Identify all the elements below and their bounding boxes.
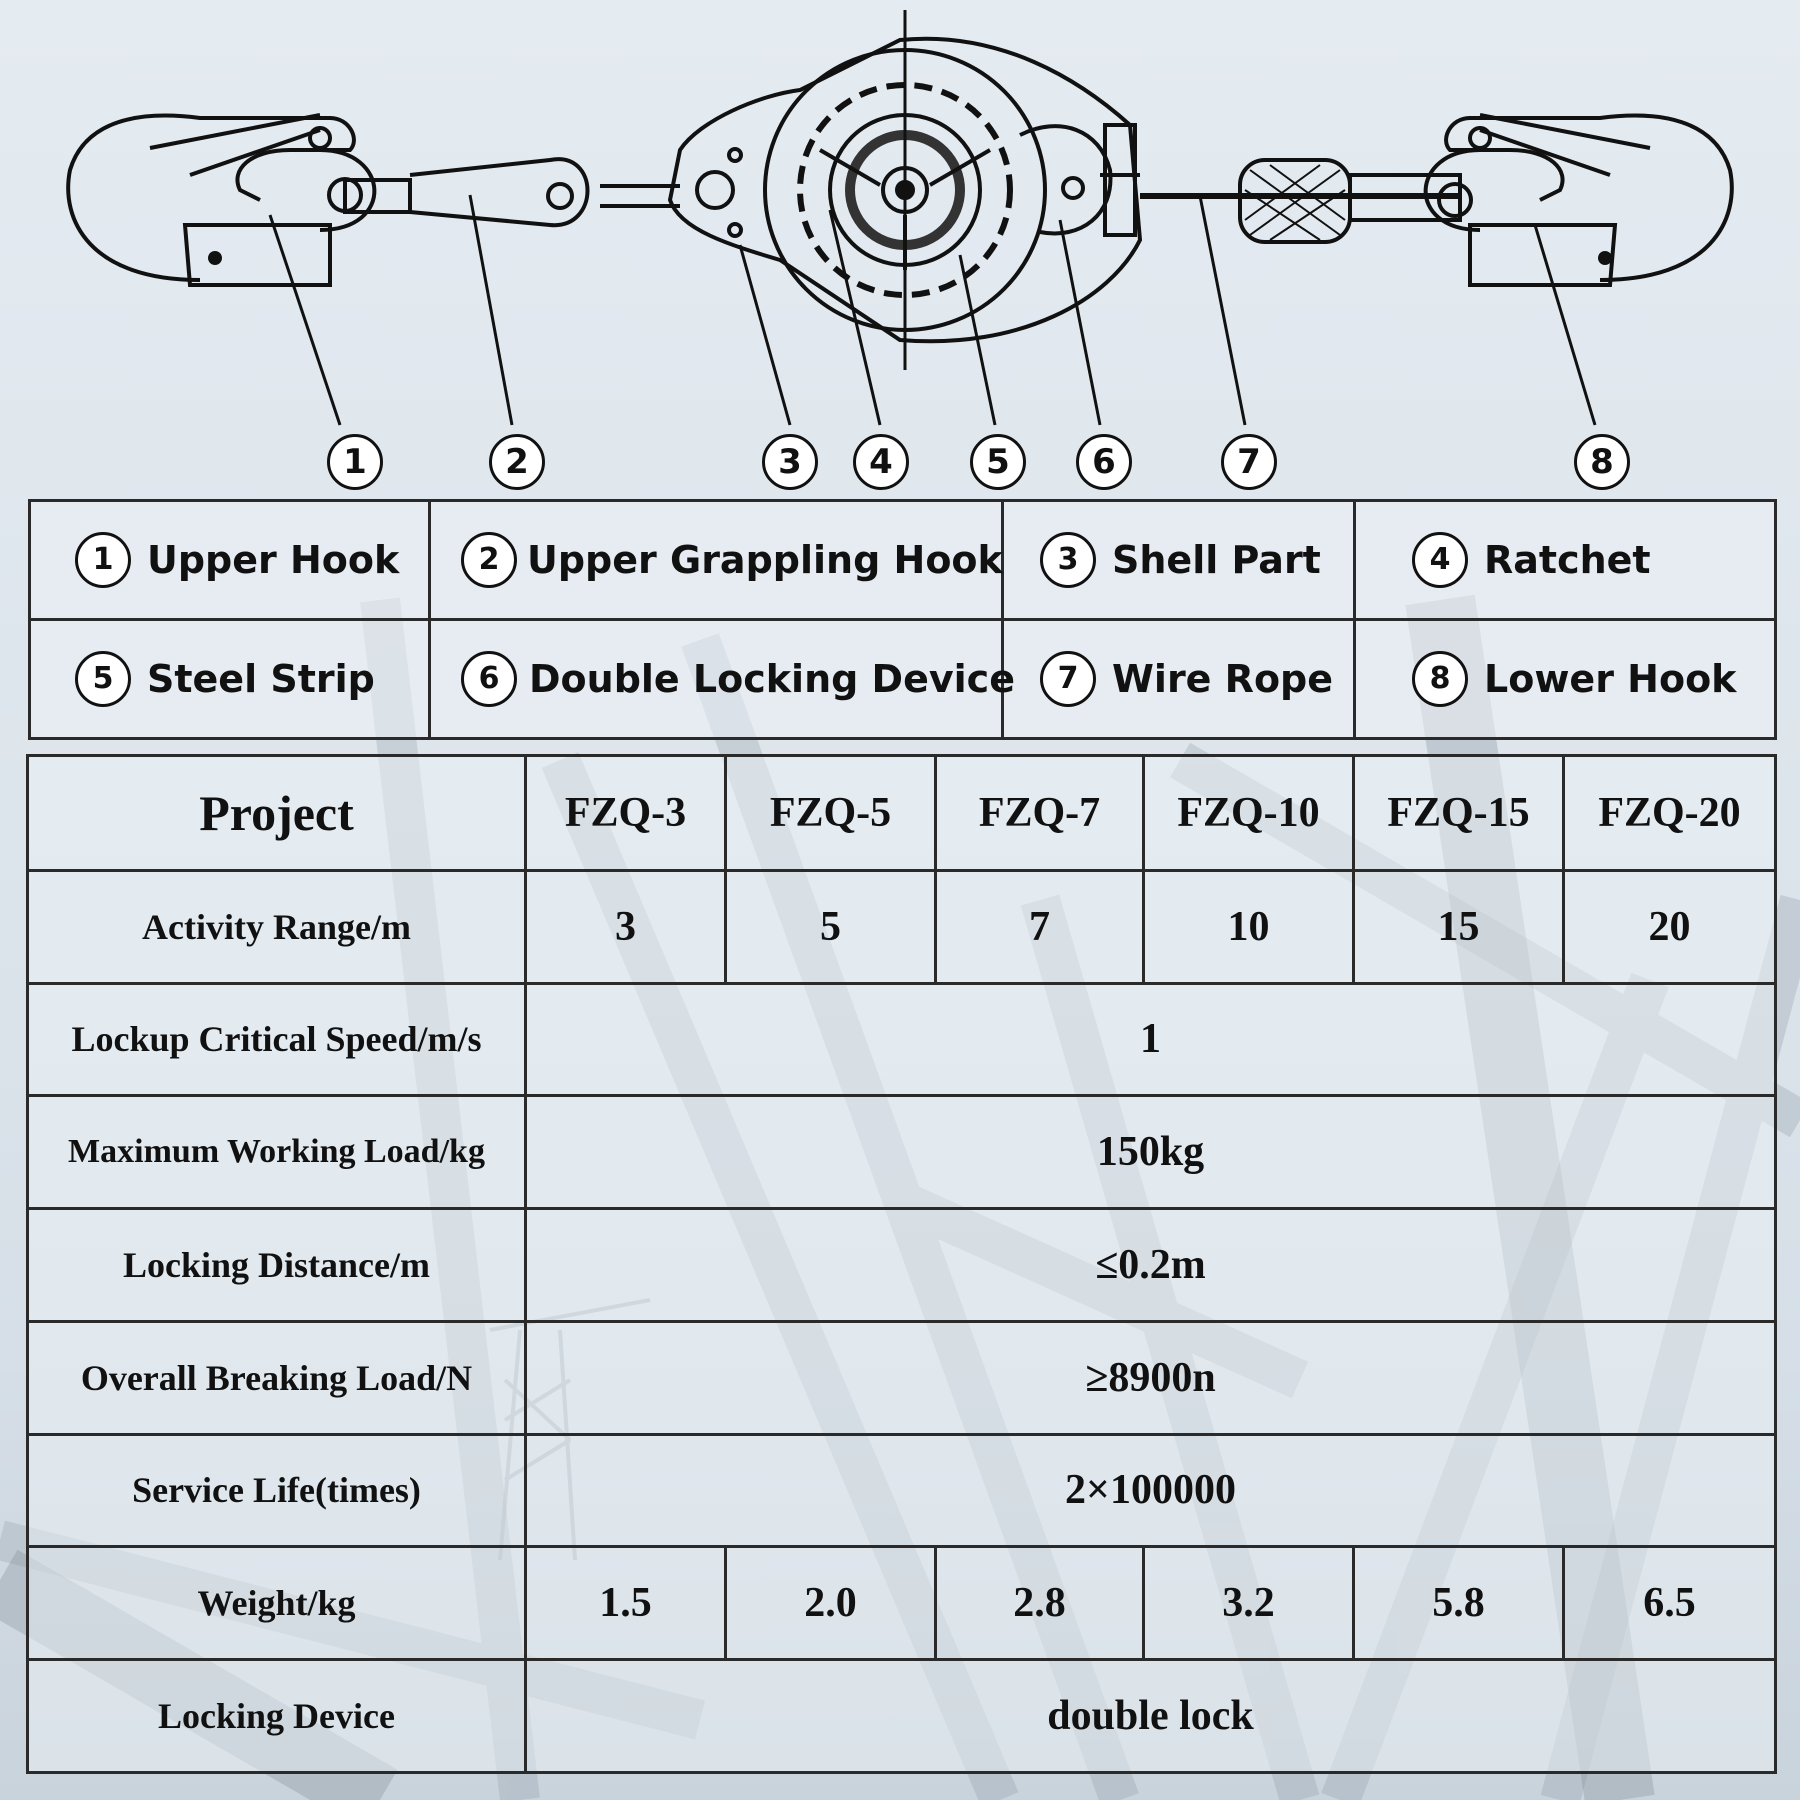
callout-marker-6: 6 xyxy=(1076,434,1132,490)
legend-number: 8 xyxy=(1412,651,1468,707)
table-row-breaking-load xyxy=(28,1321,1776,1434)
row-label: Locking Distance/m xyxy=(28,1209,526,1322)
legend-number: 1 xyxy=(75,532,131,588)
table-cell: 5.8 xyxy=(1354,1547,1564,1660)
callout-marker-4: 4 xyxy=(853,434,909,490)
legend-row xyxy=(30,620,1776,739)
legend-item xyxy=(1003,501,1355,620)
table-cell: 150kg xyxy=(526,1096,1776,1209)
legend-item xyxy=(1003,620,1355,739)
table-row-locking-distance xyxy=(28,1209,1776,1322)
table-cell: 1 xyxy=(526,983,1776,1096)
legend-label: Wire Rope xyxy=(1112,657,1334,701)
table-cell: ≤0.2m xyxy=(526,1209,1776,1322)
wire-rope-drawing xyxy=(1140,160,1460,242)
row-label: Locking Device xyxy=(28,1660,526,1773)
legend-item xyxy=(430,620,1015,739)
model-header: FZQ-10 xyxy=(1144,756,1354,871)
table-row-weight xyxy=(28,1547,1776,1660)
table-cell: 2.0 xyxy=(726,1547,936,1660)
row-label: Maximum Working Load/kg xyxy=(28,1096,526,1209)
table-row-activity-range xyxy=(28,870,1776,983)
row-label: Service Life(times) xyxy=(28,1434,526,1547)
table-row-max-load xyxy=(28,1096,1776,1209)
model-header: FZQ-3 xyxy=(526,756,726,871)
table-cell: 5 xyxy=(726,870,936,983)
row-label: Weight/kg xyxy=(28,1547,526,1660)
parts-legend xyxy=(28,499,1777,740)
callout-marker-8: 8 xyxy=(1574,434,1630,490)
legend-label: Upper Grappling Hook xyxy=(527,538,1003,582)
legend-label: Shell Part xyxy=(1112,538,1321,582)
table-row-locking-device xyxy=(28,1660,1776,1773)
model-header: FZQ-7 xyxy=(936,756,1144,871)
row-label: Activity Range/m xyxy=(28,870,526,983)
table-row-service-life xyxy=(28,1434,1776,1547)
shell-drawing xyxy=(670,10,1140,370)
table-cell: ≥8900n xyxy=(526,1321,1776,1434)
upper-grappling-hook-drawing xyxy=(345,159,680,225)
model-header: FZQ-5 xyxy=(726,756,936,871)
header-project: Project xyxy=(28,756,526,871)
table-cell: 2×100000 xyxy=(526,1434,1776,1547)
legend-label: Ratchet xyxy=(1484,538,1651,582)
legend-label: Double Locking Device xyxy=(529,657,1015,701)
leader-lines xyxy=(270,195,1595,425)
callout-marker-2: 2 xyxy=(489,434,545,490)
lower-hook-drawing xyxy=(1426,115,1732,285)
legend-number: 3 xyxy=(1040,532,1096,588)
table-cell: 2.8 xyxy=(936,1547,1144,1660)
table-cell: 10 xyxy=(1144,870,1354,983)
legend-number: 2 xyxy=(461,532,517,588)
legend-label: Steel Strip xyxy=(147,657,375,701)
table-cell: double lock xyxy=(526,1660,1776,1773)
table-cell: 3 xyxy=(526,870,726,983)
fall-arrester-diagram xyxy=(0,0,1800,500)
callout-marker-5: 5 xyxy=(970,434,1026,490)
upper-hook-drawing xyxy=(68,115,374,285)
table-cell: 7 xyxy=(936,870,1144,983)
legend-label: Upper Hook xyxy=(147,538,400,582)
model-header: FZQ-20 xyxy=(1564,756,1776,871)
table-row-lockup-speed xyxy=(28,983,1776,1096)
table-cell: 6.5 xyxy=(1564,1547,1776,1660)
row-label: Lockup Critical Speed/m/s xyxy=(28,983,526,1096)
model-header: FZQ-15 xyxy=(1354,756,1564,871)
legend-number: 6 xyxy=(461,651,517,707)
callout-marker-7: 7 xyxy=(1221,434,1277,490)
table-cell: 15 xyxy=(1354,870,1564,983)
legend-number: 4 xyxy=(1412,532,1468,588)
legend-item xyxy=(430,501,1003,620)
row-label: Overall Breaking Load/N xyxy=(28,1321,526,1434)
callout-marker-3: 3 xyxy=(762,434,818,490)
table-header-row xyxy=(28,756,1776,871)
legend-item xyxy=(1355,620,1776,739)
specification-table xyxy=(26,754,1777,1774)
table-cell: 20 xyxy=(1564,870,1776,983)
legend-number: 7 xyxy=(1040,651,1096,707)
legend-item xyxy=(30,501,430,620)
legend-item xyxy=(30,620,430,739)
legend-row xyxy=(30,501,1776,620)
table-cell: 3.2 xyxy=(1144,1547,1354,1660)
legend-label: Lower Hook xyxy=(1484,657,1737,701)
legend-item xyxy=(1355,501,1776,620)
legend-number: 5 xyxy=(75,651,131,707)
table-cell: 1.5 xyxy=(526,1547,726,1660)
callout-marker-1: 1 xyxy=(327,434,383,490)
